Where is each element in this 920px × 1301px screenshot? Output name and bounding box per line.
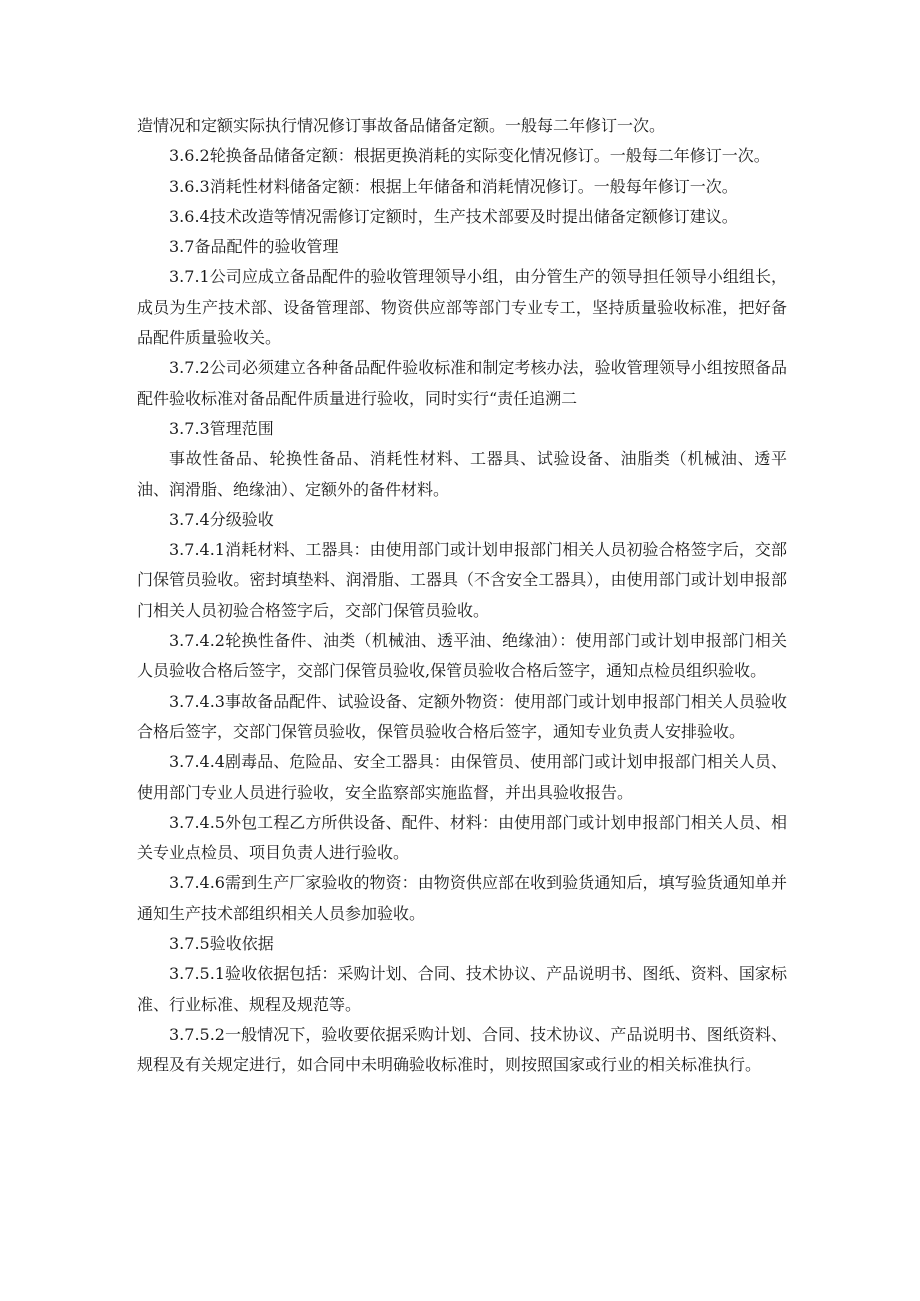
section-heading-3-7-3: 3.7.3管理范围 bbox=[169, 418, 274, 438]
paragraph-3-7-4-6: 3.7.4.6需到生产厂家验收的物资：由物资供应部在收到验货通知后，填写验货通知单并通知生产技术部组织相关人员参加验收。 bbox=[137, 873, 787, 923]
paragraph-3-7-4-2: 3.7.4.2轮换性备件、油类（机械油、透平油、绝缘油）：使用部门或计划申报部门相关人员验收合格后签字，交部门保管员验收,保管员验收合格后签字，通知点检员组织验收。 bbox=[137, 631, 787, 681]
paragraph-3-7-4-1: 3.7.4.1消耗材料、工器具：由使用部门或计划申报部门相关人员初验合格签字后，交部门保管员验收。密封填垫料、润滑脂、工器具（不含安全工器具），由使用部门或计划申报部门相关人员初验合格签字后，交部门保管员验收。 bbox=[137, 540, 787, 620]
paragraph-3-7-2: 3.7.2公司必须建立各种备品配件验收标准和制定考核办法，验收管理领导小组按照备品配件验收标准对备品配件质量进行验收，同时实行“责任追溯二 bbox=[137, 358, 787, 408]
paragraph-3-6-3: 3.6.3消耗性材料储备定额：根据上年储备和消耗情况修订。一般每年修订一次。 bbox=[169, 176, 738, 196]
paragraph-3-6-2: 3.6.2轮换备品储备定额：根据更换消耗的实际变化情况修订。一般每二年修订一次。 bbox=[169, 146, 770, 166]
document-page bbox=[137, 111, 787, 1081]
section-heading-3-7: 3.7备品配件的验收管理 bbox=[169, 237, 339, 257]
paragraph-3-6-4: 3.6.4技术改造等情况需修订定额时，生产技术部要及时提出储备定额修订建议。 bbox=[169, 206, 738, 226]
paragraph-continuation: 造情况和定额实际执行情况修订事故备品储备定额。一般每二年修订一次。 bbox=[137, 116, 666, 135]
section-heading-3-7-4: 3.7.4分级验收 bbox=[169, 509, 274, 529]
paragraph-3-7-4-3: 3.7.4.3事故备品配件、试验设备、定额外物资：使用部门或计划申报部门相关人员验收合格后签字，交部门保管员验收，保管员验收合格后签字，通知专业负责人安排验收。 bbox=[137, 691, 787, 741]
paragraph-3-7-1: 3.7.1公司应成立备品配件的验收管理领导小组，由分管生产的领导担任领导小组组长，成员为生产技术部、设备管理部、物资供应部等部门专业专工，坚持质量验收标准，把好备品配件质量验收关。 bbox=[137, 267, 787, 348]
paragraph-management-scope: 事故性备品、轮换性备品、消耗性材料、工器具、试验设备、油脂类（机械油、透平油、润滑脂、绝缘油）、定额外的备件材料。 bbox=[137, 449, 787, 499]
section-heading-3-7-5: 3.7.5验收依据 bbox=[169, 934, 274, 954]
paragraph-3-7-4-4: 3.7.4.4剧毒品、危险品、安全工器具：由保管员、使用部门或计划申报部门相关人员、使用部门专业人员进行验收，安全监察部实施监督，并出具验收报告。 bbox=[137, 752, 787, 802]
paragraph-3-7-5-1: 3.7.5.1验收依据包括：采购计划、合同、技术协议、产品说明书、图纸、资料、国家标准、行业标准、规程及规范等。 bbox=[137, 964, 787, 1014]
paragraph-3-7-4-5: 3.7.4.5外包工程乙方所供设备、配件、材料：由使用部门或计划申报部门相关人员、相关专业点检员、项目负责人进行验收。 bbox=[137, 812, 787, 863]
paragraph-3-7-5-2: 3.7.5.2一般情况下，验收要依据采购计划、合同、技术协议、产品说明书、图纸资料、规程及有关规定进行，如合同中未明确验收标准时，则按照国家或行业的相关标准执行。 bbox=[137, 1024, 787, 1075]
